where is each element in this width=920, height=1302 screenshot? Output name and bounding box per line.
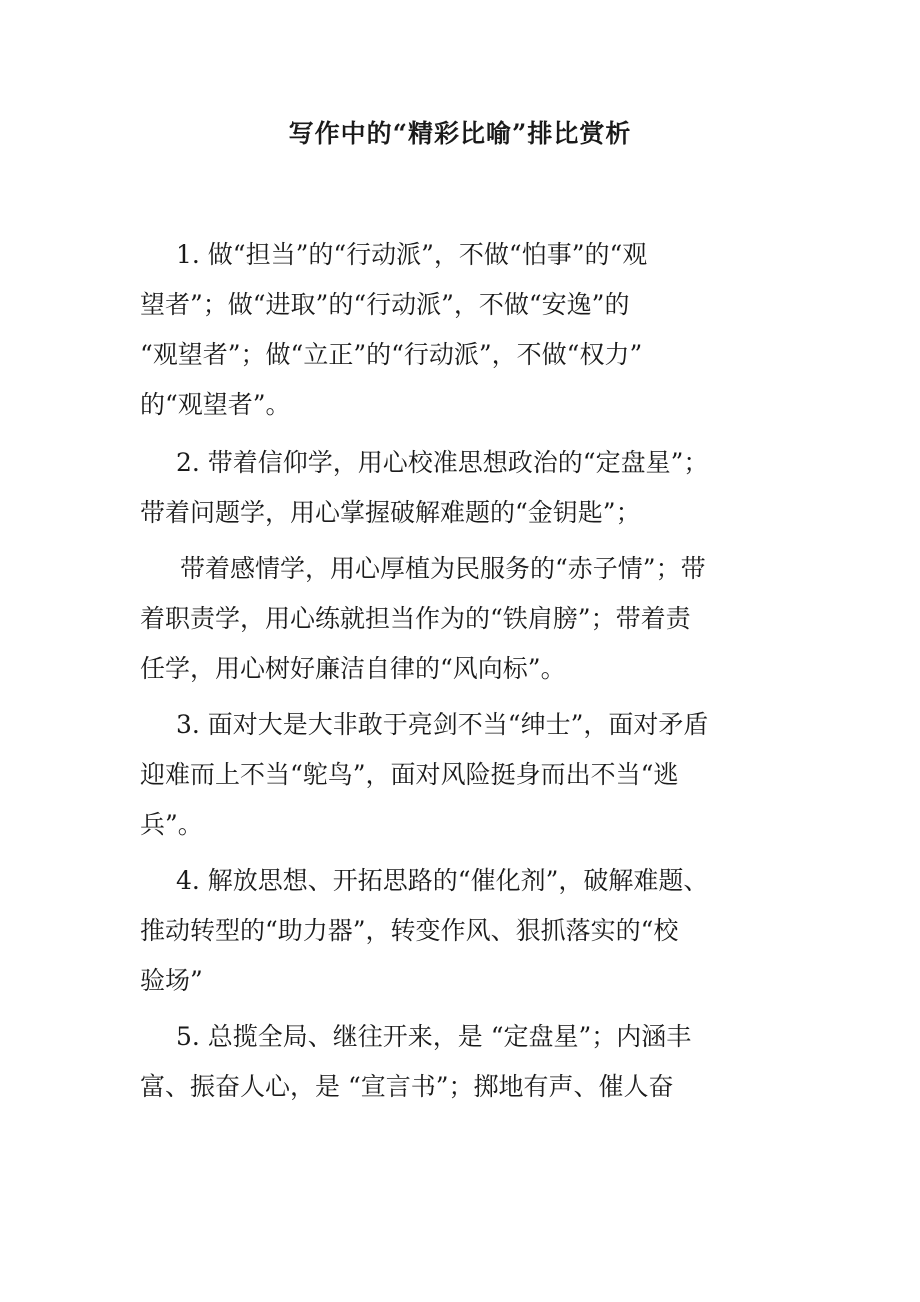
paragraph-2b-line-3: 任学，用心树好廉洁自律的“风向标”。: [140, 654, 566, 683]
paragraph-1-line-1: 1. 做“担当”的“行动派”，不做“怕事”的“观: [176, 240, 648, 269]
paragraph-2b-line-1: 带着感情学，用心厚植为民服务的“赤子情”；带: [180, 554, 706, 583]
document-title: 写作中的“精彩比喻”排比赏析: [288, 119, 632, 148]
paragraph-4-line-1: 4. 解放思想、开拓思路的“催化剂”，破解难题、: [176, 866, 709, 895]
paragraph-3-line-3: 兵”。: [140, 810, 203, 839]
paragraph-1-line-4: 的“观望者”。: [140, 390, 291, 419]
paragraph-2-line-2: 带着问题学，用心掌握破解难题的“金钥匙”；: [140, 498, 641, 527]
paragraph-3-line-1: 3. 面对大是大非敢于亮剑不当“绅士”，面对矛盾: [176, 710, 709, 739]
paragraph-5-line-1: 5. 总揽全局、继往开来，是 “定盘星”；内涵丰: [176, 1022, 692, 1051]
paragraph-2-line-1: 2. 带着信仰学，用心校准思想政治的“定盘星”；: [176, 448, 709, 477]
paragraph-4-line-3: 验场”: [140, 966, 203, 995]
paragraph-1-line-2: 望者”；做“进取”的“行动派”，不做“安逸”的: [140, 290, 630, 319]
paragraph-2b-line-2: 着职责学，用心练就担当作为的“铁肩膀”；带着责: [140, 604, 691, 633]
paragraph-1-line-3: “观望者”；做“立正”的“行动派”，不做“权力”: [140, 340, 643, 369]
paragraph-3-line-2: 迎难而上不当“鸵鸟”，面对风险挺身而出不当“逃: [140, 760, 679, 789]
paragraph-4-line-2: 推动转型的“助力器”，转变作风、狠抓落实的“校: [140, 916, 679, 945]
paragraph-5-line-2: 富、振奋人心，是 “宣言书”；掷地有声、催人奋: [140, 1072, 674, 1101]
